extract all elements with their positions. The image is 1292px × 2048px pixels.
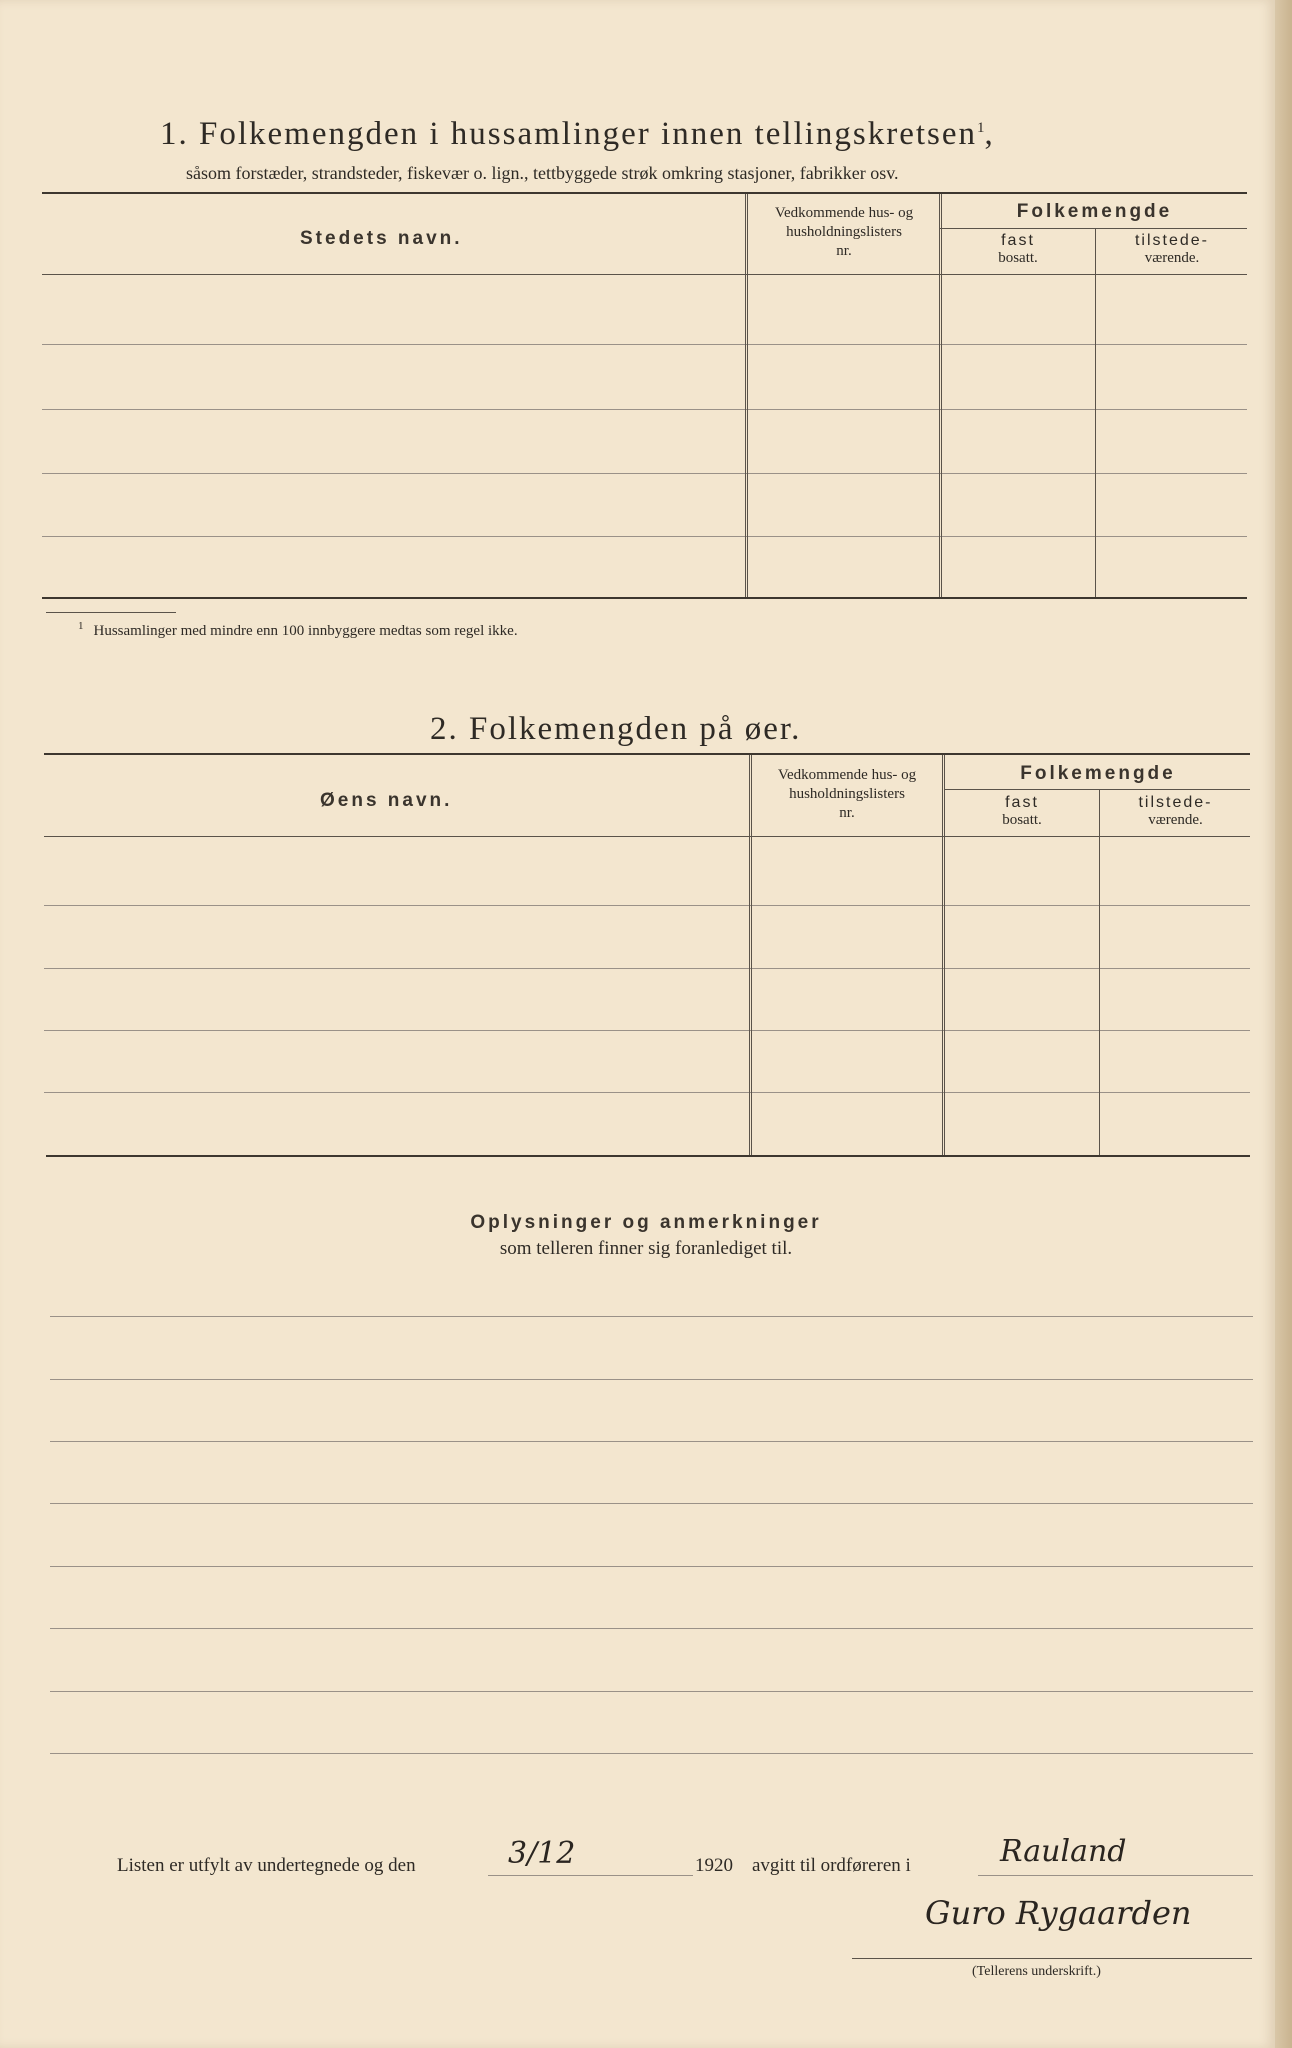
signature-caption: (Tellerens underskrift.) <box>972 1964 1101 1979</box>
footnote: $^1$ Hussamlinger med mindre enn 100 innbyggere medtas som regel ikke. <box>78 620 518 639</box>
section2-title: 2. Folkemengden på øer. <box>430 711 802 747</box>
col-tilstedevaerende-2: tilstede- værende. <box>1138 794 1213 828</box>
col-listers-nr-2: Vedkommende hus- og husholdningslisters nr. <box>777 767 917 821</box>
signature-text-b: avgitt til ordføreren i <box>752 1855 911 1876</box>
col-fast-bosatt-2: fast bosatt. <box>1002 794 1042 828</box>
col-folkemengde-2: Folkemengde <box>1020 763 1176 784</box>
col-oens-navn: Øens navn. <box>320 790 453 811</box>
col-folkemengde: Folkemengde <box>1016 201 1173 222</box>
notes-subtitle: som telleren finner sig foranlediget til. <box>499 1238 793 1259</box>
handwritten-date: 3/12 <box>508 1836 576 1871</box>
signature-year: 1920 <box>695 1855 733 1876</box>
section1-title: 1. Folkemengden i hussamlinger innen tellingskretsen$^1$, <box>160 116 995 152</box>
col-stedets-navn: Stedets navn. <box>300 228 463 249</box>
col-listers-nr: Vedkommende hus- og husholdningslisters nr. <box>774 205 914 259</box>
notes-title: Oplysninger og anmerkninger <box>470 1212 822 1233</box>
footnote-rule <box>46 612 176 613</box>
handwritten-signature: Guro Rygaarden <box>925 1894 1192 1932</box>
col-tilstedevaerende: tilstede- værende. <box>1134 232 1210 266</box>
signature-text-a: Listen er utfylt av undertegnede og den <box>117 1855 416 1876</box>
section1-subtitle: såsom forstæder, strandsteder, fiskevær o. lign., tettbyggede strøk omkring stasjoner, fabrikker osv. <box>186 163 899 183</box>
paper-edge <box>1275 0 1292 2048</box>
handwritten-place: Rauland <box>1000 1834 1127 1869</box>
col-fast-bosatt: fast bosatt. <box>998 232 1038 266</box>
